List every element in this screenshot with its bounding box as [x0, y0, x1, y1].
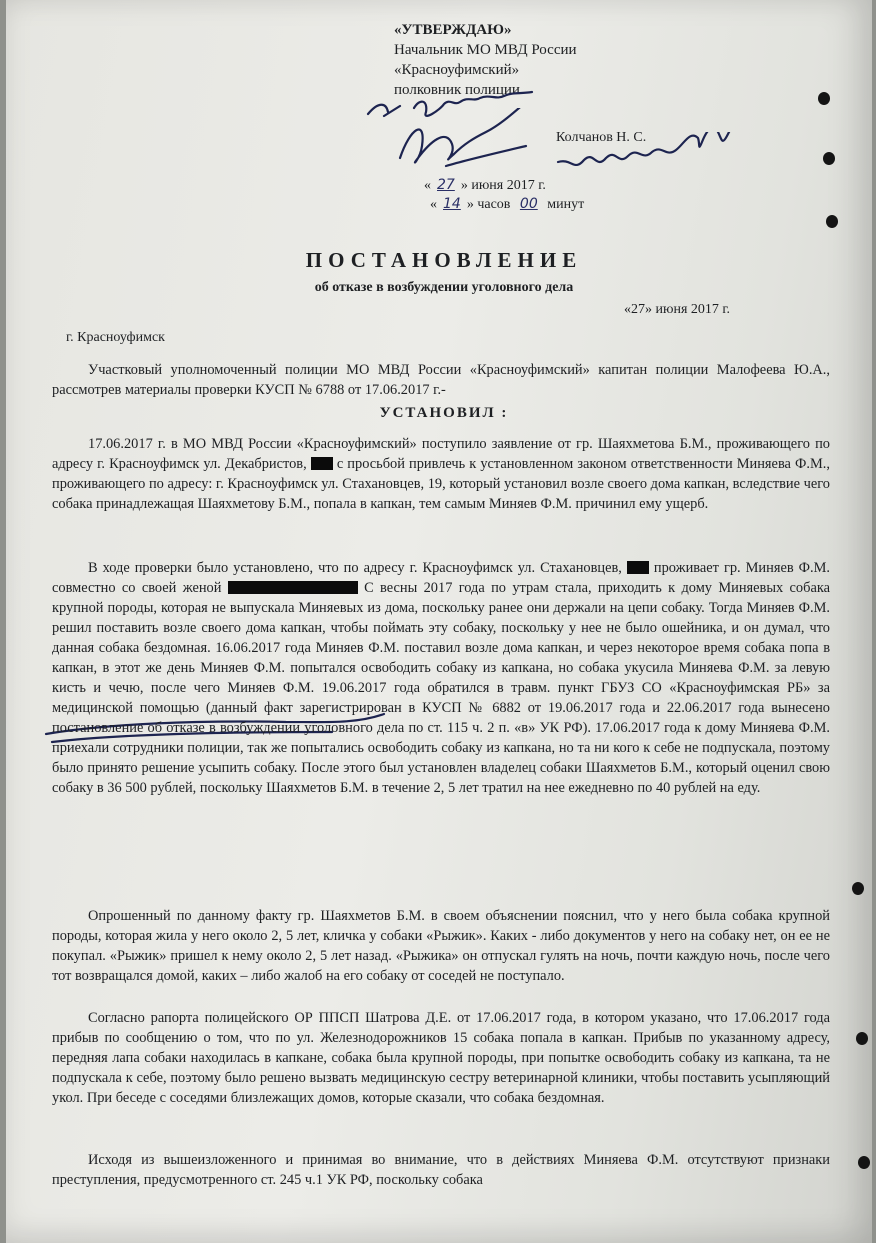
document-date: «27» июня 2017 г. — [624, 302, 731, 317]
approval-header: «УТВЕРЖДАЮ» — [394, 22, 512, 38]
paragraph-conclusion: Исходя из вышеизложенного и принимая во внимание, что в действиях Миняева Ф.М. отсутствуют признаки преступления, предусмотренного ст. 245 ч.1 УК РФ, поскольку собака — [52, 1152, 830, 1188]
paragraph-investigation: В ходе проверки было установлено, что по адресу г. Красноуфимск ул. Стахановцев, проживает гр. Миняев Ф.М. совместно со своей женой С весны 2017 года по утрам стала, приходить к дому Миняевых собака крупной породы, которая не выпускала Миняевых из дома, поскольку ранее они держали на цепи собаку. Тогда Миняев Ф.М. решил поставить возле своего дома капкан, чтобы поймать эту собаку, поскольку у нее не было ошейника, и он думал, что данная собака бездомная. 16.06.2017 года Миняев Ф.М. поставил возле дома капкан, и через некоторое время собака попа в капкан, в этот же день Миняев Ф.М. попытался освободить собаку из капкана, но собака укусила Миняева Ф.М. за левую кисть и чечю, после чего Миняев Ф.М. 19.06.2017 года обратился в травм. пункт ГБУЗ СО «Красноуфимская РБ» за медицинской помощью (данный факт зарегистрирован в КУСП № 6882 от 19.06.2017 года и 22.06.2017 года вынесено постановление об отказе в возбуждении уголовного дела по ст. 115 ч. 2 п. «в» УК РФ). 17.06.2017 года к дому Миняева Ф.М. приехали сотрудники полиции, так же попытались освободить собаку из капкана, но та ни кого к себе не подпускала, поэтому было принято решение усыпить собаку. После этого был установлен владелец собаки Шаяхметов Б.М., который оценил свою собаку в 36 500 рублей, поскольку Шаяхметов Б.М. в течение 2, 5 лет тратил на нее ежедневно по 40 рублей на еду. — [52, 560, 830, 796]
approval-time-minutes: 00 — [519, 196, 538, 212]
approver-name: Колчанов Н. С. — [556, 130, 647, 145]
punch-hole — [858, 1156, 870, 1169]
section-heading: УСТАНОВИЛ : — [379, 405, 509, 421]
handwritten-signature-1 — [386, 108, 566, 178]
punch-hole — [826, 215, 838, 228]
redaction-box — [311, 457, 333, 470]
approval-position: Начальник МО МВД России — [394, 42, 577, 58]
approval-time: « 14 » часов 00 минут — [430, 196, 585, 212]
redaction-box — [627, 561, 649, 574]
punch-hole — [823, 152, 835, 165]
approval-time-hours: 14 — [443, 196, 461, 212]
paragraph-complaint: 17.06.2017 г. в МО МВД России «Красноуфимский» поступило заявление от гр. Шаяхметова Б.М., проживающего по адресу г. Красноуфимск ул. Декабристов, с просьбой привлечь к установленном законом ответственности Миняева Ф.М., проживающего по адресу: г. Красноуфимск ул. Стахановцев, 19, который установил возле своего дома капкан, вследствие чего собака принадлежащая Шаяхметову Б.М., попала в капкан, тем самым Миняев Ф.М. причинил ему ущерб. — [52, 436, 830, 512]
punch-hole — [856, 1032, 868, 1045]
document-subtitle: об отказе в возбуждении уголовного дела — [314, 280, 574, 295]
document-page — [6, 0, 872, 1243]
approval-rank: полковник полиции — [394, 82, 520, 98]
approval-unit: «Красноуфимский» — [394, 62, 520, 78]
punch-hole — [852, 882, 864, 895]
document-city: г. Красноуфимск — [66, 330, 165, 345]
document-title: ПОСТАНОВЛЕНИЕ — [305, 248, 583, 272]
punch-hole — [818, 92, 830, 105]
paragraph-owner-statement: Опрошенный по данному факту гр. Шаяхметов Б.М. в своем объяснении пояснил, что у него была собака крупной породы, которая жила у него около 2, 5 лет, кличка у собаки «Рыжик». Каких - либо документов у него на собаку нет, он ее не покупал. «Рыжик» пришел к нему около 2, 5 лет назад. «Рыжика» он отпускал гулять на ночь, почти каждую ночь, после чего тот возвращался домой, каких – либо жалоб на его собаку от соседей не поступало. — [52, 908, 830, 984]
handwritten-signature-2 — [552, 132, 742, 182]
paragraph-police-report: Согласно рапорта полицейского ОР ППСП Шатрова Д.Е. от 17.06.2017 года, в котором указано, что 17.06.2017 года прибыв по сообщению о том, что по ул. Железнодорожников 15 собака попала в капкан. Прибыв по указанному адресу, передняя лапа собаки находилась в капкане, собака была крупной породы, при попытке освободить собаку из капкана, та не подпускала к себе, поэтому было решено вызвать медицинскую сестру ветеринарной клиники, чтобы поставить усыпляющий укол. При беседе с соседями близлежащих домов, которые сказали, что собака бездомная. — [52, 1010, 830, 1106]
redaction-box — [228, 581, 358, 594]
approval-date: « 27 » июня 2017 г. — [424, 177, 546, 193]
intro-paragraph: Участковый уполномоченный полиции МО МВД России «Красноуфимский» капитан полиции Малофеева Ю.А., рассмотрев материалы проверки КУСП № 6788 от 17.06.2017 г.- — [52, 362, 830, 398]
approval-date-day: 27 — [437, 177, 455, 193]
